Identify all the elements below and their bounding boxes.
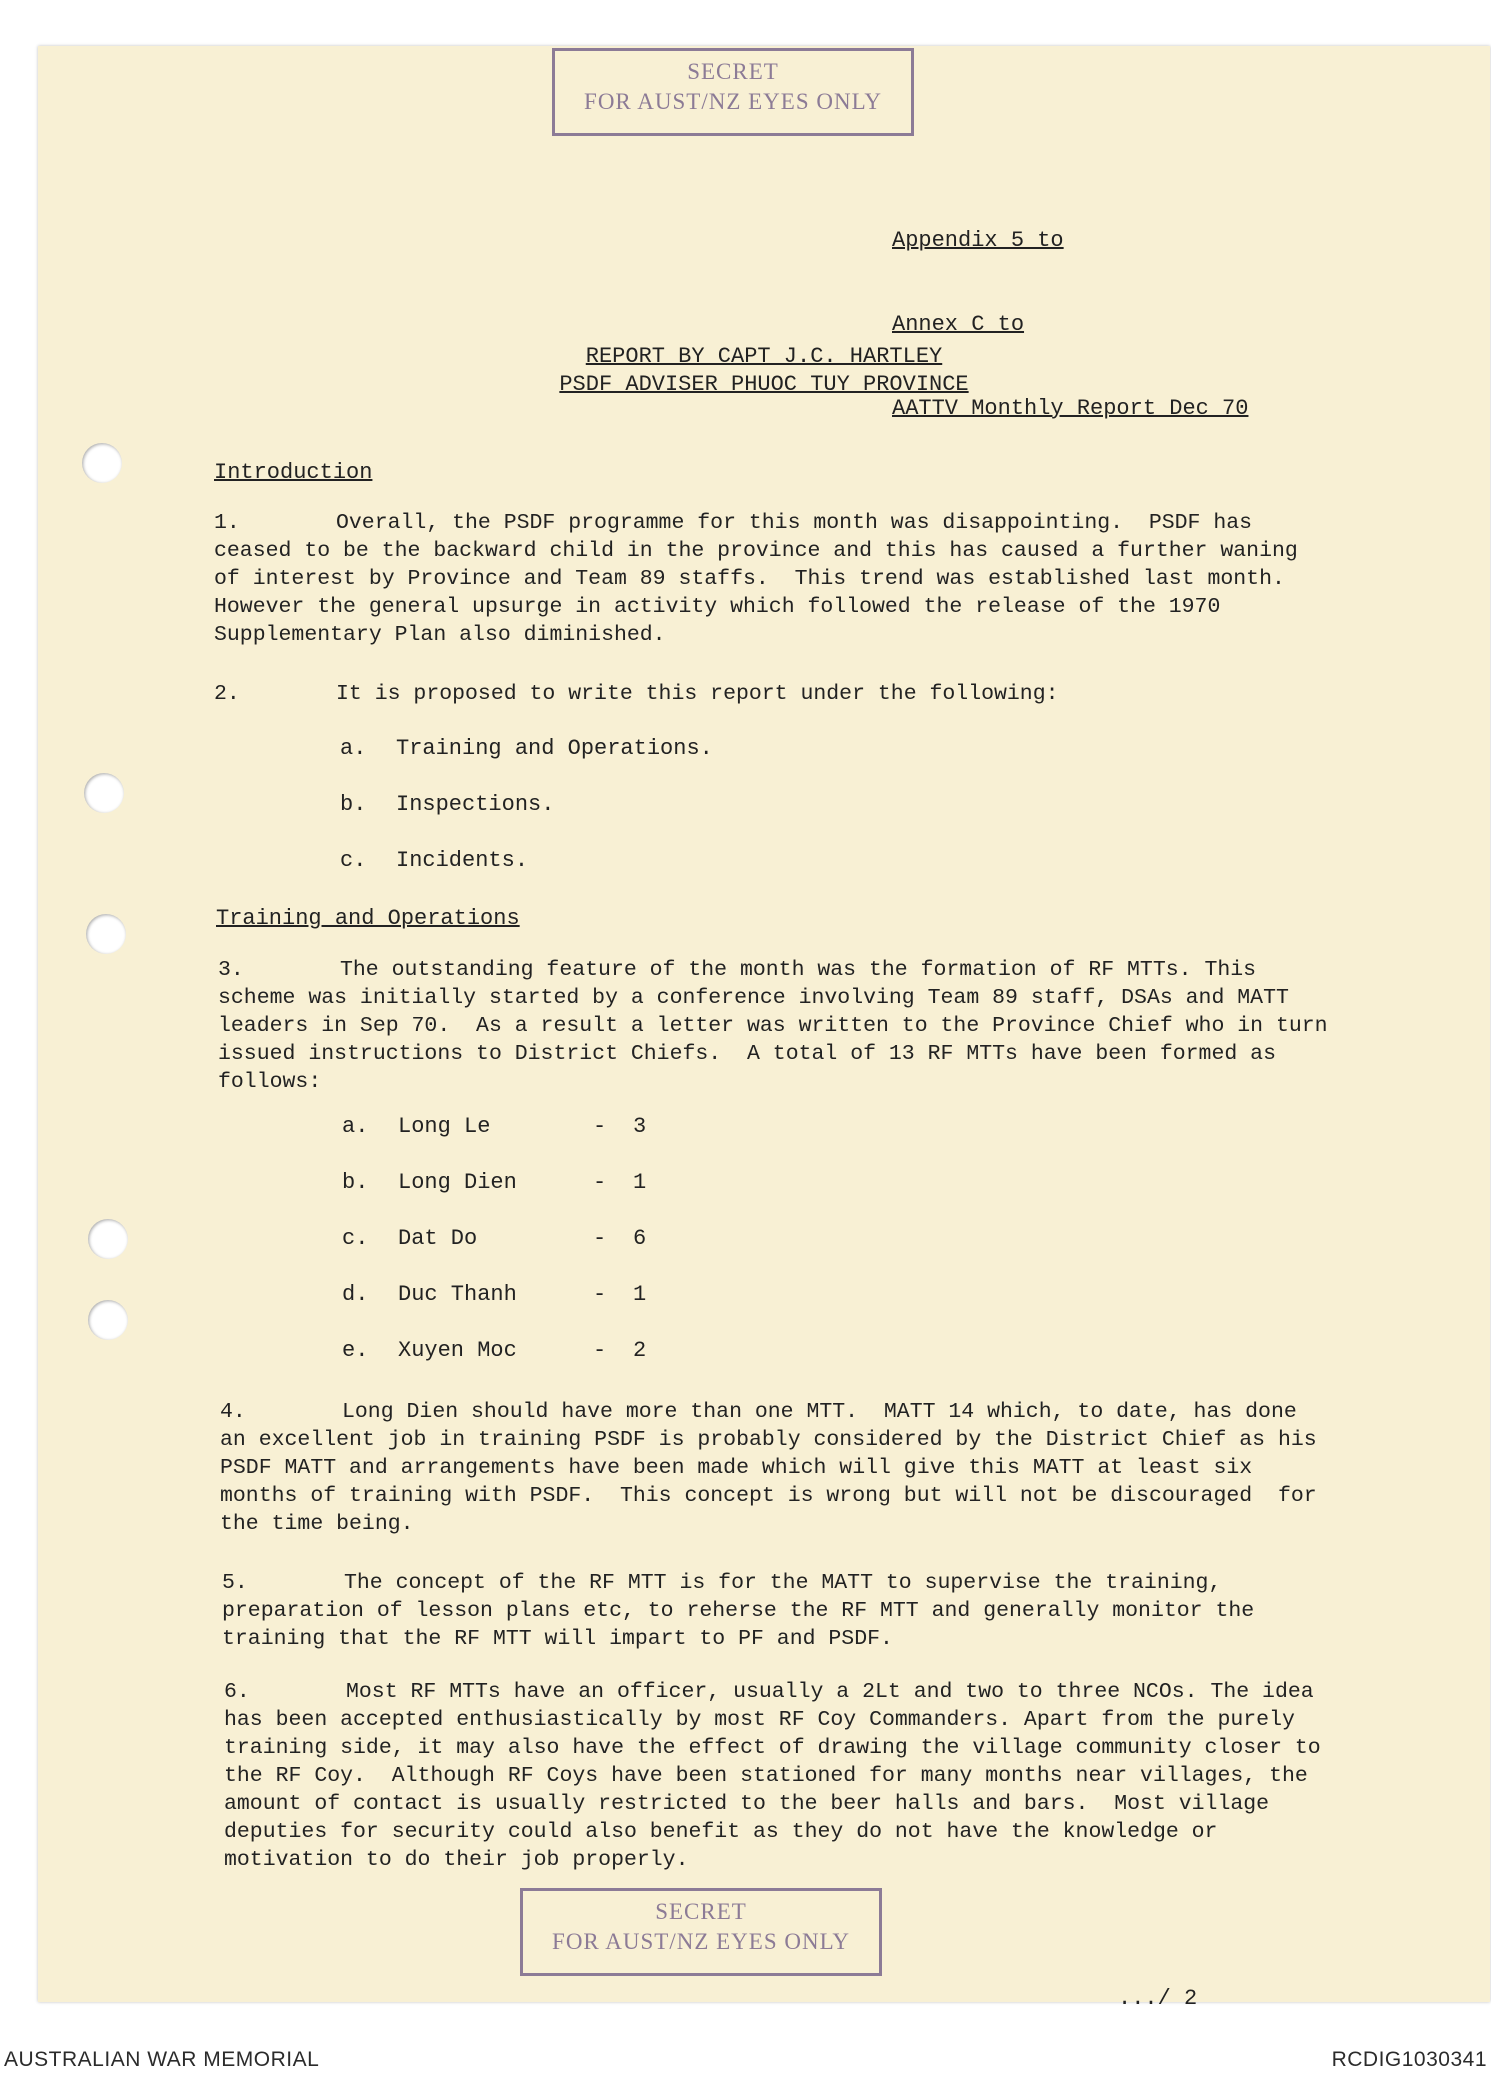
paragraph-5 [222, 1569, 1332, 1653]
heading-introduction: Introduction [214, 460, 373, 485]
paragraph-number: 2. [214, 682, 240, 706]
stamp-line-2: FOR AUST/NZ EYES ONLY [552, 1929, 850, 1954]
report-title [38, 343, 1490, 399]
paragraph-1 [214, 509, 1324, 649]
district-row: c. Dat Do - 6 [342, 1226, 647, 1251]
stamp-line-1: SECRET [687, 59, 779, 84]
paragraph-6 [224, 1678, 1334, 1874]
list-item: b. Inspections. [340, 792, 555, 817]
district-row: e. Xuyen Moc - 2 [342, 1338, 647, 1363]
paragraph-3 [218, 956, 1341, 1096]
paragraph-text: Most RF MTTs have an officer, usually a 2Lt and two to three NCOs. The idea has been accepted enthusiastically by most RF Coy Commanders. Apart from the purely training side, it may also have the effect of drawing the village community closer to the RF Coy. Although RF Coys have been stationed for many months near villages, the amount of contact is usually restricted to the beer halls and bars. Most village deputies for security could also benefit as they do not have the knowledge or motivation to do their job properly. [224, 1680, 1334, 1872]
appendix-line-3: AATTV Monthly Report Dec 70 [892, 396, 1249, 421]
paragraph-number: 5. [222, 1571, 248, 1595]
paragraph-text: The concept of the RF MTT is for the MATT to supervise the training, preparation of lesson plans etc, to reherse the RF MTT and generally monitor the training that the RF MTT will impart to PF and PSDF. [222, 1571, 1268, 1651]
secret-stamp-bottom [520, 1888, 882, 1976]
heading-training: Training and Operations [216, 906, 520, 931]
secret-stamp-top [552, 48, 914, 136]
document-page [38, 46, 1490, 2011]
paragraph-text: It is proposed to write this report under the following: [336, 682, 1059, 706]
footer-archive-name: AUSTRALIAN WAR MEMORIAL [4, 2048, 320, 2071]
punch-hole [88, 1219, 128, 1259]
paragraph-number: 4. [220, 1400, 246, 1424]
paragraph-text: Overall, the PSDF programme for this month was disappointing. PSDF has ceased to be the backward child in the province and this has caused a further waning of interest by Province and Team 89 staffs. This trend was established last month. However the general upsurge in activity which followed the release of the 1970 Supplementary Plan also diminished. [214, 511, 1324, 647]
list-item: a. Training and Operations. [340, 736, 713, 761]
paragraph-2 [214, 680, 1324, 708]
paragraph-text: The outstanding feature of the month was the formation of RF MTTs. This scheme was initially started by a conference involving Team 89 staff, DSAs and MATT leaders in Sep 70. As a result a letter was written to the Province Chief who in turn issued instructions to District Chiefs. A total of 13 RF MTTs have been formed as follows: [218, 958, 1341, 1094]
title-line-1: REPORT BY CAPT J.C. HARTLEY [585, 344, 943, 369]
stamp-line-2: FOR AUST/NZ EYES ONLY [584, 89, 882, 114]
punch-hole [84, 773, 124, 813]
punch-hole [82, 443, 122, 483]
district-row: d. Duc Thanh - 1 [342, 1282, 647, 1307]
punch-hole [88, 1300, 128, 1340]
footer-record-id: RCDIG1030341 [1331, 2048, 1487, 2071]
district-row: a. Long Le - 3 [342, 1114, 647, 1139]
appendix-line-2: Annex C to [892, 312, 1025, 337]
district-row: b. Long Dien - 1 [342, 1170, 647, 1195]
title-line-2: PSDF ADVISER PHUOC TUY PROVINCE [559, 372, 969, 397]
paragraph-4 [220, 1398, 1330, 1538]
page-continuation: .../ 2 [1118, 1986, 1198, 2011]
appendix-reference [892, 171, 1248, 479]
paragraph-text: Long Dien should have more than one MTT. MATT 14 which, to date, has done an excellent job in training PSDF is probably considered by the District Chief as his PSDF MATT and arrangements have been made which will give this MATT at least six months of training with PSDF. This concept is wrong but will not be discouraged for the time being. [220, 1400, 1330, 1536]
punch-hole [86, 914, 126, 954]
paragraph-number: 1. [214, 511, 240, 535]
appendix-line-1: Appendix 5 to [892, 228, 1064, 253]
paragraph-number: 3. [218, 958, 244, 982]
list-item: c. Incidents. [340, 848, 529, 873]
stamp-line-1: SECRET [655, 1899, 747, 1924]
paragraph-number: 6. [224, 1680, 250, 1704]
